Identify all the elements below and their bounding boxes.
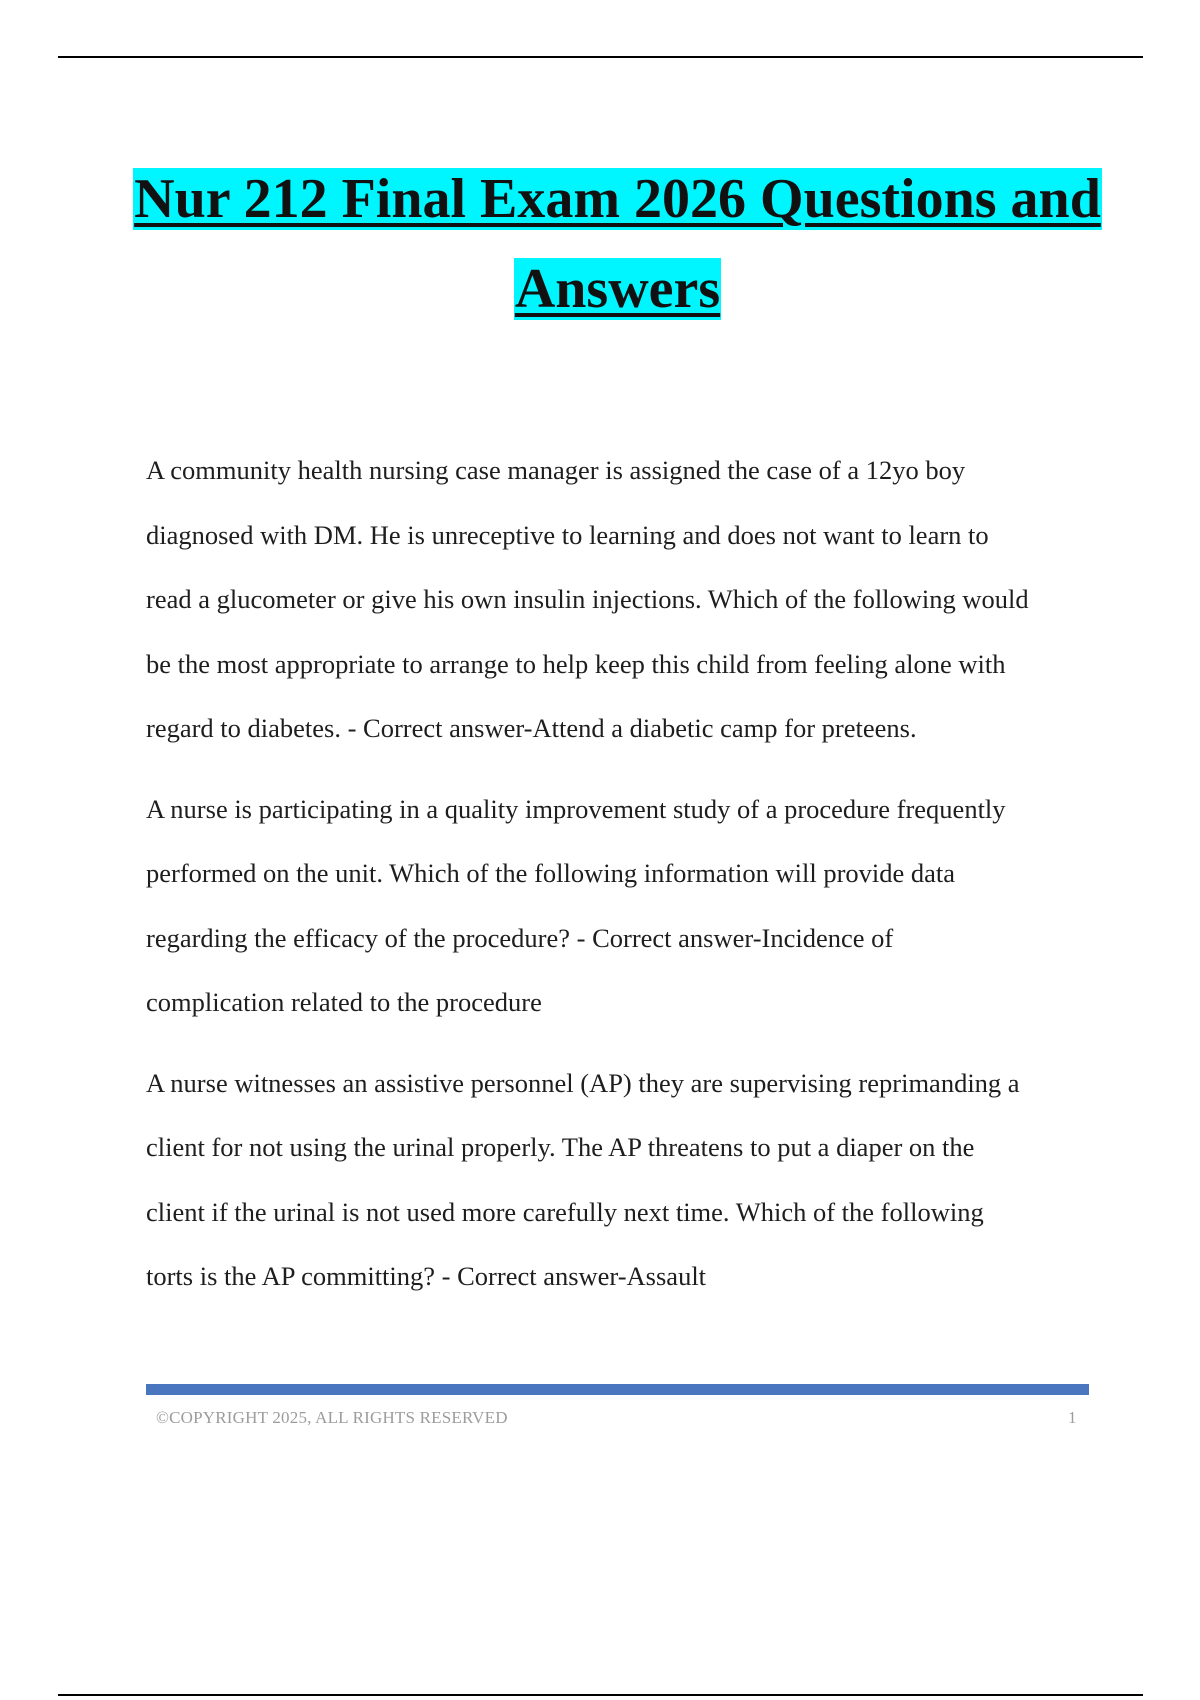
qa-line: A community health nursing case manager is assigned the case of a 12yo boy [146,455,966,485]
bottom-rule [58,1694,1143,1696]
document-title [0,168,1200,320]
qa-line: client if the urinal is not used more carefully next time. Which of the following [146,1196,984,1227]
qa-line: client for not using the urinal properly. The AP threatens to put a diaper on the [146,1132,975,1162]
qa-line: complication related to the procedure [146,987,542,1017]
qa-line: torts is the AP committing? - Correct answer-Assault [146,1261,707,1291]
title-line-1: Nur 212 Final Exam 2026 Questions and [134,168,1101,230]
qa-content [146,438,1106,1325]
qa-line: be the most appropriate to arrange to help keep this child from feeling alone with [146,648,1006,679]
footer-bar [146,1384,1089,1395]
qa-line: performed on the unit. Which of the following information will provide data [146,858,956,888]
qa-line: regarding the efficacy of the procedure? - Correct answer-Incidence of [146,922,894,953]
qa-line: A nurse is participating in a quality improvement study of a procedure frequently [146,793,1006,824]
qa-line: read a glucometer or give his own insulin injections. Which of the following would [146,584,1029,614]
qa-item-1 [146,438,1106,761]
top-rule [58,56,1143,58]
page-number: 1 [1068,1408,1077,1427]
footer-copyright: ©COPYRIGHT 2025, ALL RIGHTS RESERVED [156,1408,508,1427]
qa-line: A nurse witnesses an assistive personnel (AP) they are supervising reprimanding a [146,1067,1020,1098]
qa-item-3 [146,1051,1106,1309]
qa-line: regard to diabetes. - Correct answer-Attend a diabetic camp for preteens. [146,713,917,743]
qa-line: diagnosed with DM. He is unreceptive to learning and does not want to learn to [146,519,989,550]
title-line-2: Answers [514,258,721,320]
qa-item-2 [146,777,1106,1035]
